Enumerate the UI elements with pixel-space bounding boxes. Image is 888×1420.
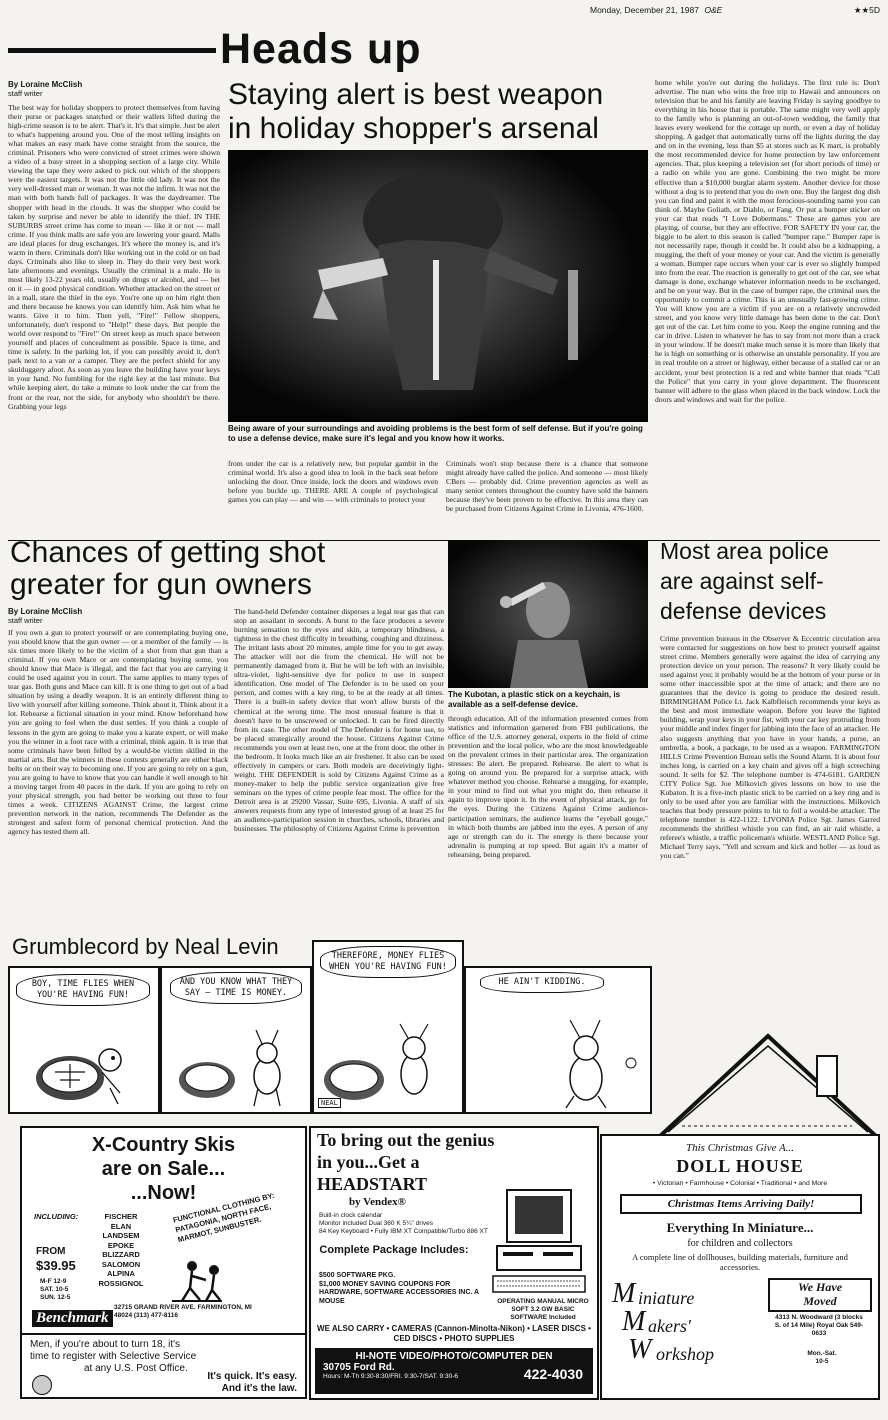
article1-headline-1: Staying alert is best weapon xyxy=(228,78,604,111)
brand-w-letter: W xyxy=(628,1334,652,1365)
article3-headline-3: defense devices xyxy=(660,598,827,624)
ski-brand: ROSSIGNOL xyxy=(98,1278,144,1288)
dollhouse-intro: This Christmas Give A... xyxy=(686,1142,794,1154)
section-title: Heads up xyxy=(220,25,422,73)
comic-panel-3-bubble: THEREFORE, MONEY FLIES WHEN YOU'RE HAVING FUN! xyxy=(320,946,456,978)
article1-column-2: from under the car is a relatively new, but popular gambit in the criminal world. It's also a good idea to look in the back seat before unlocking the door. Once inside, lock the doors and windows even before you buckle up. THERE ARE A couple of psychological games you can play — and win — with criminals to protect your xyxy=(228,459,438,505)
selective-text-3: at any U.S. Post Office. xyxy=(84,1363,188,1374)
costumed-figure-photo xyxy=(228,150,648,422)
vendex-store-address: 30705 Ford Rd. xyxy=(323,1362,395,1373)
bug-kneeling-icon xyxy=(466,968,650,1112)
ski-ad-line3: ...Now! xyxy=(130,1182,197,1204)
two-characters-icon xyxy=(314,942,462,1112)
vendex-package-items xyxy=(319,1272,479,1306)
dollhouse-moved-2: Moved xyxy=(803,1294,837,1308)
article2-column-1: If you own a gun to protect yourself or are contemplating buying one, you should know that the gun owner — or a member of the family — is six times more likely to be the victim of a shot from that gun than a criminal. If you own Mace or are contemplating buying some, you should know that Mace is illegal, and the fact that you are carrying it could be used against you in court. The same applies to many types of tear gas. Both guns and Mace can kill. It is one thing to get out of a bad situation by using a deadly weapon. It is an entirely different thing to live with yourself after killing someone. Think about it. Think about it a lot. Rehearse a fictional situation in your mind. Know beforehand how you are going to feel when the dust settles. If you think a couple of lessons in the gym are going to make you a karate expert, or will make you the winner in a foot race with a criminal, think again. It is true that some criminals have been felled by a would-be victim skilled in the martial arts. But the winners in these contests generally are either black belts or on their way to becoming one. If you are going to rely on a gun, you are going to have to know that you can handle it well enough to hit a moving target from 40 paces in the dark. If you are going to rely on your physical strength, you had better be working out three to four times a week. CITIZENS AGAINST Crime, the largest crime prevention network in the nation, recommends The Defender as the strongest and safest form of personal chemical protection. And the agency has tested them all. xyxy=(8,628,228,837)
dollhouse-moved-1: We Have xyxy=(797,1280,843,1294)
dollhouse-brand xyxy=(612,1278,772,1388)
ski-ad xyxy=(20,1126,307,1336)
vendex-bullet: Monitor included Dual 360 K 5¼" drives xyxy=(319,1220,433,1227)
comic-panel-1 xyxy=(8,966,160,1114)
brand-m-letter: M xyxy=(612,1278,636,1309)
ski-ad-line1: X-Country Skis xyxy=(91,1134,236,1156)
vendex-store-hours: Hours: M-Th 9:30-8:30/FRI. 9:30-7/SAT. 9:30-6 xyxy=(323,1373,458,1380)
comic-panel-4-bubble: HE AIN'T KIDDING. xyxy=(480,972,604,993)
ski-brand-list xyxy=(86,1212,156,1288)
dollhouse-ad xyxy=(600,1134,880,1400)
article2-headline-2: greater for gun owners xyxy=(10,568,312,601)
selective-text-2: time to register with Selective Service xyxy=(30,1351,197,1362)
ski-ad-including: INCLUDING: xyxy=(34,1212,79,1221)
article1-byline-block xyxy=(8,80,220,98)
vendex-by: by Vendex® xyxy=(349,1196,406,1208)
dollhouse-for: for children and collectors xyxy=(687,1238,793,1249)
comic-panel-4 xyxy=(464,966,652,1114)
vendex-bullets xyxy=(319,1212,489,1236)
brand-makers: akers' xyxy=(648,1316,691,1336)
dollhouse-complete: A complete line of dollhouses, building materials, furniture and accessories. xyxy=(632,1252,848,1272)
selective-text-1: Men, if you're about to turn 18, it's xyxy=(30,1339,181,1350)
article1-role: staff writer xyxy=(8,89,43,98)
ski-store-name: Benchmark xyxy=(32,1310,113,1327)
ski-brand: BLIZZARD xyxy=(102,1250,140,1259)
ski-hours-line: M-F 12-9 xyxy=(40,1278,67,1285)
dollhouse-everything: Everything In Miniature... xyxy=(666,1220,814,1235)
brand-workshop: orkshop xyxy=(656,1344,714,1364)
article2-column-3: through education. All of the information presented comes from statistics and information garnered from FBI publications, the office of the U.S. attorney general, experts in the field of crime prevention and the local police, who are the most knowledgeable on the prevalent crimes in their particular area. The organization stresses: Be alert. Be prepared. Rehearse. Be alert to what is going on around you. Be prepared for a surprise attack, with whatever method you choose. Rehearse a mugging, for example, in your mind to find out what you might do, then rehearse it again to improve upon it. In the event of physical attack, go for the eyes. During the Citizens Against Crime audience-participation seminars, the audience learns the "eyeball gouge," in which both thumbs are jabbed into the eyes. A person of any age or strength can do it. The energy is there because your adrenalin is pumping at top speed. But again it's a matter of rehearsing, being prepared. xyxy=(448,714,648,859)
header-section: O&E xyxy=(704,5,723,15)
vendex-phone: 422-4030 xyxy=(523,1366,583,1382)
article1-column-1: The best way for holiday shoppers to protect themselves from having their purse or packages snatched or their wallets lifted during the high-crime season is to be alert. That's it. It's that simple. Just be alert to what's happening around you. One of the most telling insights on what makes an easy mark have come straight from the source, the criminal. Prisoners who were convicted of street crimes were shown a video of a busy street in a shopping section of a large city. While viewing the tape they were asked to pick out which of the shoppers were the easiest targets. It was not the little old lady. It was not the very well-dressed man or woman. It was not the infirm. It was not the man with both hands full of packages. It was the daydreamer. The shopper with head in the clouds. It was the shopper who could be taken by surprise and never be able to identify the thief. IN THE SUBURBS street crime has come to mean — like it or not — mall crime. If you think malls are safe you are lowering your guard. Malls are ideal places for drug exchanges. It's where the money is, and it's warm in there. Criminals don't like working out in the cold or on bad days. Criminals also like to sleep in. They do their very best work late afternoons and evenings. Usually the criminal is a male. He is most likely 13-22 years old, usually on drugs or alcohol, and — bet on it — in good physical condition. Whether attacked on the street or in a mall, stare the thief in the eye. You're one up on him right then and there because he knows you can identify him. Ask him what he wants. Give it to him. Then yell, "Fire!" Fellow shoppers, unfortunately, don't respond to "Help!" these days. But people the world over respond to "Fire!" On street keep as much space between yourself and places of concealment as possible. Space is time, and time is safety. In the parking lot, if you can possibly avoid it, don't park next to a van or a camper. They are the perfect shield for any skulduggery afoot. As soon as you leave the building have your keys in your hand. No fumbling for the right key at the last minute. But while keeping alert, do take a minute to look under the car from the front or the rear, not the side, for anybody who shouldn't be there. Grabbing your legs xyxy=(8,103,220,411)
vendex-line3: HEADSTART xyxy=(317,1174,428,1194)
kubotan-photo xyxy=(448,540,648,688)
article2-byline: By Loraine McClish xyxy=(8,607,83,616)
article1-column-4: home while you're out during the holidays. The first rule is: Don't advertise. The man who wins the free trip to Hawaii and announces on television that he and his family are leaving Friday is saying goodbye to everything in his house that is portable. The same might very well apply to the family who is planning an out-of-town wedding, the family that leaves every weekend for the cottage up north, or even a day of holiday shopping. A gadget that automatically turns off the lights during the day and on in the evening, less than $5 at stores such as K mart, is probably the most recommended device for home protection by law enforcement agencies. That, plus keeping a television set (for short periods of time) or a radio on while you are gone. Combining the two might be more effective than a $10,000 burglar alarm system. Another device for those without a dog is to pretend that you do own one. Buy the largest dog dish you can find and paint it with the most ferocious-sounding name you can think of. Maybe Goliath, or Diablo, or Fang. Or put a bumper sticker on your car that reads "I Love Dobermans." These are games you are playing, of course, but they are effective. FOR SAFETY IN your car, the biggie to be alert to this season is called "bumper rape." Bumper rape is not necessarily rape, though it could be. It could also be a kidnapping, a mugging, the theft of your money or your car. And the victim is generally a woman. Bumper rape occurs when your car is ever so slightly bumped into from the rear. The reaction is generally to get out of the car, see what damage is done, exchange whatever information needs to be exchanged, and be on your way. But in the case of bumper rape, the criminal uses the opportunity to commit a crime. This is an unusually fast-growing crime. You will know you are a victim if you are on a relatively uncrowded street, and you know very little damage has been done to the car. Don't get out of the car. Let him come to you. Keep the engine running and the car in drive. Listen to whatever he has to say from not more than a crack in your window. If he doesn't make much sense it is more than likely that he is high on something or is otherwise an unstable personality. If you are in real trouble on a street or highway, either because of a stalled car or an accident, your best protection is a red and white banner that reads "Call the Police" that you carry in your glove department. The fluorescent banner will adhere to the glass when placed in the back window. Lock the doors and windows and wait for the police. xyxy=(655,78,880,404)
dollhouse-hours: Mon.-Sat. 10-5 xyxy=(807,1350,837,1365)
vendex-line1: To bring out the genius xyxy=(317,1130,495,1150)
article2-byline-block xyxy=(8,607,228,625)
dollhouse-roof-icon xyxy=(652,1028,884,1140)
ski-brand: SALOMON xyxy=(101,1259,141,1269)
vendex-line2: in you...Get a xyxy=(317,1152,420,1172)
article1-photo xyxy=(228,150,648,422)
ski-brand: FISCHER xyxy=(104,1212,138,1221)
vendex-side-items: OPERATING MANUAL MICRO SOFT 3.2 GW BASIC SOFTWARE Included xyxy=(497,1298,589,1321)
selective-service-ad xyxy=(20,1333,307,1399)
ski-clothing: FUNCTIONAL CLOTHING BY: PATAGONIA, NORTH FACE, MARMOT, SUNBUSTER. xyxy=(172,1190,276,1245)
article2-headline-1: Chances of getting shot xyxy=(10,536,326,569)
comic-panel-2-bubble: AND YOU KNOW WHAT THEY SAY — TIME IS MONEY. xyxy=(170,972,302,1004)
skier-icon xyxy=(162,1256,234,1306)
selective-tag-1: It's quick. It's easy. xyxy=(207,1371,297,1382)
comic-panel-2 xyxy=(160,966,312,1114)
dollhouse-moved-box xyxy=(768,1278,872,1312)
comic-signature: NEAL xyxy=(318,1098,341,1108)
turtle-character-icon xyxy=(10,968,158,1112)
ski-brand: LANDSEM xyxy=(102,1231,140,1240)
dollhouse-banner: Christmas Items Arriving Daily! xyxy=(620,1194,862,1214)
vendex-ad xyxy=(309,1126,599,1400)
ski-address: 32715 GRAND RIVER AVE. FARMINGTON, MI 48024 (313) 477-8116 xyxy=(114,1304,252,1319)
article3-headline-1: Most area police xyxy=(660,538,829,564)
dollhouse-address: 4313 N. Woodward (3 blocks S. of 14 Mile) Royal Oak 549-0633 xyxy=(774,1314,864,1337)
vendex-also: WE ALSO CARRY • CAMERAS (Cannon-Minolta-Nikon) • LASER DISCS • CED DISCS • PHOTO SUPPLIES xyxy=(317,1324,591,1343)
article1-photo-caption: Being aware of your surroundings and avoiding problems is the best form of self defense. But if you're going to use a defense device, make sure it's legal and you know how it works. xyxy=(228,424,643,443)
article3-column: Crime prevention bureaus in the Observer & Eccentric circulation area were contacted for suggestions on how best to protect yourself against street crime. Members generally were against the idea of carrying any protection device on your person. The reasons? It very likely could be used against you; it probably would be at the bottom of your purse or in some other inaccessible spot at the time of attack; and there are no guarantees that the device is going to produce the desired result. BIRMINGHAM Police Lt. Jack Kalbfleisch recommends your keys as the best and most immediate weapon. Before you leave the lighted building, wrap your keys in your fist, with your car key protruding from your middle and index finger for jabbing into the face of an attacker. He also suggests anything that you have in your hands, a purse, an umbrella, a book, a package, to be used as a weapon. FARMINGTON HILLS Crime Prevention Bureau sells the Sound Alarm. It is about four inches long, is carried on a key chain and gives off a high screeching sound. It sells for $2. The telephone number is 474-6181. GARDEN CITY Police Sgt. Joe Milkovich gives lessons on how to use the Kubaton. It is a five-inch plastic stick to be carried on a key ring and is only to be used after you are familiar with the instructions. Milkovich teaches that body pressure points to hit to foil a would-be attacker. The telephone number is 422-1122. LIVONIA Police Sgt. James Garred recommends the shrillest whistle you can find, an air raid whistle, a referee's whistle, a traffic policeman's whistle. WESTLAND Police Sgt. Michael Terry says, "Yell and scream and kick and holler — as loud as you can." xyxy=(660,634,880,861)
bug-character-icon xyxy=(162,968,310,1112)
article1-byline: By Loraine McClish xyxy=(8,80,83,89)
dollhouse-styles: • Victorian • Farmhouse • Colonial • Traditional • and More xyxy=(652,1180,828,1187)
ski-hours xyxy=(40,1278,70,1302)
article1-column-3: Criminals won't stop because there is a chance that someone might already have called the police. And someone — most likely CBers — probably did. Crime prevention agencies as well as many senior centers throughout the country have sold the banners because they've been proven to be effective. In this area they can be purchased from Citizens Against Crime in Livonia, 476-1600. xyxy=(446,459,648,514)
vendex-package-title: Complete Package Includes: xyxy=(319,1244,469,1256)
ski-ad-line2: are on Sale... xyxy=(101,1158,226,1180)
vendex-bullet: Built-in clock calendar xyxy=(319,1212,383,1219)
brand-miniature: iniature xyxy=(638,1288,695,1308)
vendex-store-banner xyxy=(315,1348,593,1394)
vendex-package-item: $500 SOFTWARE PKG. xyxy=(319,1272,396,1279)
ski-price: $39.95 xyxy=(36,1258,76,1273)
selective-tag-2: And it's the law. xyxy=(221,1383,297,1394)
ski-brand: EPOKE xyxy=(107,1240,135,1250)
article2-photo-caption: The Kubotan, a plastic stick on a keychain, is available as a self-defense device. xyxy=(448,690,621,709)
article2-column-2: The hand-held Defender container disperses a legal tear gas that can stop an assailant in seconds. A burst to the face produces a severe burning sensation to the eyes and skin, a temporary blindness, a tightness in the chest difficulty in breathing, coughing and dizziness. The irritant lasts about 20 minutes, ample time for you to get away. The attacker will not die from the chemical. He will not be permanently damaged from it. But he will be left with an invisible, ultra-violet, light-sensitive dye for police to use in suspect identification. One model of The Defender is to be used on your person, and comes with a key ring, to be at the ready at all times. There is a built-in safety device that won't allow bursts of the chemical at the wrong time. The most unusual feature is that it doesn't have to be unscrewed or unlocked. It can be fired directly from its case. The other model of The Defender is for home use, to be placed strategically around the house. Citizens Against Crime recommends you own at least two, one at the front door, the other in the bedroom. It looks much like an air freshener. It also can be used effectively in campers or cars. Both models are deceivingly light-weight. THE DEFENDER is sold by Citizens Against Crime as a money-maker to help the public service organization give free seminars on the types of crime people fear most. The office for the Detroit area is at 29200 Vassar, Suite 695, Livonia. A staff of six answers requests from any type of interested group of at least 25 for an audience-participation session in churches, schools, libraries and businesses. The philosophy of Citizens Against Crime is prevention xyxy=(234,607,444,834)
header-date: Monday, December 21, 1987 xyxy=(590,5,699,15)
section-title-rule xyxy=(8,48,216,53)
brand-mk-letter: M xyxy=(622,1306,646,1337)
article2-role: staff writer xyxy=(8,616,43,625)
page-header xyxy=(590,5,880,17)
ski-from-label: FROM xyxy=(36,1246,66,1257)
vendex-store-name: HI-NOTE VIDEO/PHOTO/COMPUTER DEN xyxy=(355,1351,553,1362)
dollhouse-title: DOLL HOUSE xyxy=(676,1156,804,1176)
comic-title: Grumblecord by Neal Levin xyxy=(12,934,279,959)
comic-panel-3 xyxy=(312,940,464,1114)
header-page: ★★5D xyxy=(853,5,880,15)
article1-headline-2: in holiday shopper's arsenal xyxy=(228,112,599,145)
article2-photo xyxy=(448,540,648,688)
ski-brand: ELAN xyxy=(110,1221,132,1231)
vendex-package-item: $1,000 MONEY SAVING COUPONS FOR HARDWARE, SOFTWARE ACCESSORIES INC. A MOUSE xyxy=(319,1280,479,1305)
vendex-bullet: 84 Key Keyboard • Fully IBM XT Compatible/Turbo 886 XT xyxy=(319,1228,488,1235)
article3-headline-2: are against self- xyxy=(660,568,824,594)
ski-brand: ALPINA xyxy=(107,1269,135,1278)
selective-seal-icon xyxy=(32,1375,52,1395)
comic-panel-1-bubble: BOY, TIME FLIES WHEN YOU'RE HAVING FUN! xyxy=(16,974,150,1006)
computer-icon xyxy=(489,1188,589,1296)
ski-hours-line: SUN. 12-5 xyxy=(40,1294,71,1301)
ski-hours-line: SAT. 10-5 xyxy=(40,1286,69,1293)
